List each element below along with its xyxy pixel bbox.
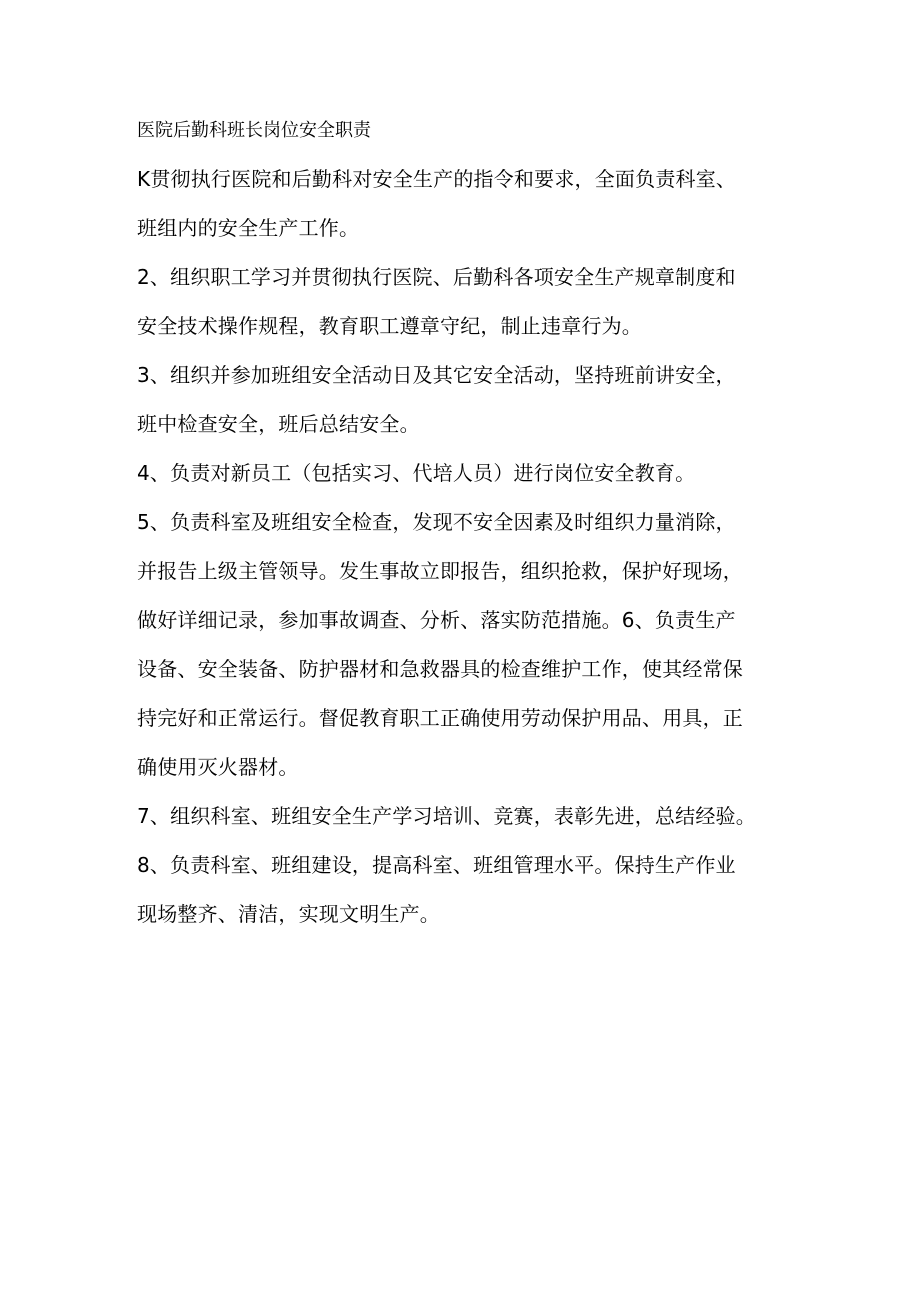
text-line: 持完好和正常运行。督促教育职工正确使用劳动保护用品、用具，正 xyxy=(137,706,743,730)
text-line: 2、组织职工学习并贯彻执行医院、后勤科各项安全生产规章制度和 xyxy=(137,265,736,289)
text-line: 8、负责科室、班组建设，提高科室、班组管理水平。保持生产作业 xyxy=(137,853,736,877)
document-title: 医院后勤科班长岗位安全职责 xyxy=(137,120,371,141)
text-line: 班组内的安全生产工作。 xyxy=(137,216,360,240)
text-line: 4、负责对新员工（包括实习、代培人员）进行岗位安全教育。 xyxy=(137,461,696,485)
text-line: 并报告上级主管领导。发生事故立即报告，组织抢救，保护好现场， xyxy=(137,559,743,583)
text-line: 确使用灭火器材。 xyxy=(137,755,299,779)
text-line: 7、组织科室、班组安全生产学习培训、竞赛，表彰先进，总结经验。 xyxy=(137,804,756,828)
text-line: 5、负责科室及班组安全检查，发现不安全因素及时组织力量消除， xyxy=(137,510,736,534)
text-line: 现场整齐、清洁，实现文明生产。 xyxy=(137,902,440,926)
text-line: K贯彻执行医院和后勤科对安全生产的指令和要求，全面负责科室、 xyxy=(137,167,737,191)
text-line: 设备、安全装备、防护器材和急救器具的检查维护工作，使其经常保 xyxy=(137,657,743,681)
text-line: 做好详细记录，参加事故调查、分析、落实防范措施。6、负责生产 xyxy=(137,608,736,632)
text-line: 3、组织并参加班组安全活动日及其它安全活动，坚持班前讲安全， xyxy=(137,363,736,387)
text-line: 安全技术操作规程，教育职工遵章守纪，制止违章行为。 xyxy=(137,314,642,338)
text-line: 班中检查安全，班后总结安全。 xyxy=(137,412,420,436)
